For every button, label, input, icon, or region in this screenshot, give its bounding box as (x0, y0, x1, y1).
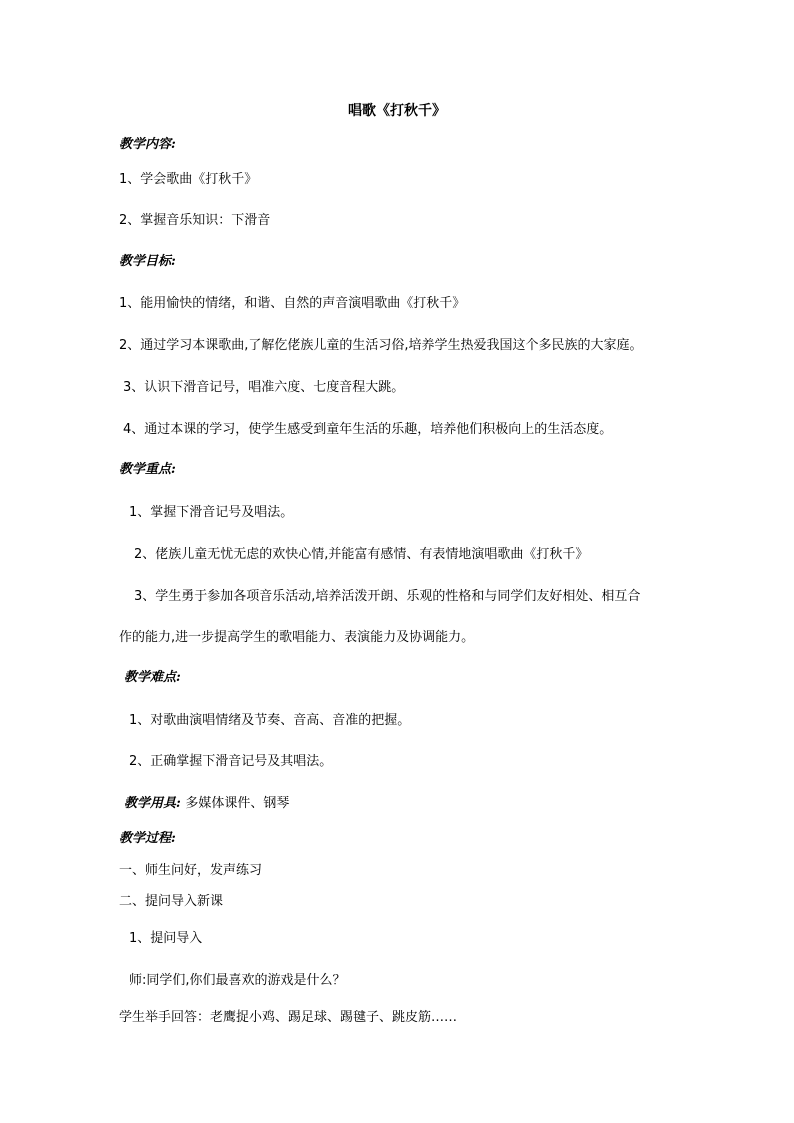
key-point-item: 3、学生勇于参加各项音乐活动,培养活泼开朗、乐观的性格和与同学们友好相处、相互合 (134, 589, 641, 604)
objective-item: 3、认识下滑音记号，唱准六度、七度音程大跳。 (123, 380, 405, 395)
process-item: 师:同学们,你们最喜欢的游戏是什么？ (129, 973, 346, 988)
objective-item: 4、通过本课的学习，使学生感受到童年生活的乐趣，培养他们积极向上的生活态度。 (123, 422, 613, 437)
section-heading-objectives: 教学目标: (119, 254, 176, 269)
tools-value: 多媒体课件、钢琴 (185, 796, 290, 811)
section-heading-process: 教学过程: (119, 831, 176, 846)
objective-item: 1、能用愉快的情绪，和谐、自然的声音演唱歌曲《打秋千》 (119, 296, 466, 311)
content-item: 1、学会歌曲《打秋千》 (119, 172, 258, 187)
tools-line (124, 795, 289, 813)
section-heading-content: 教学内容: (119, 137, 176, 152)
section-heading-key-points: 教学重点: (119, 462, 176, 477)
process-item: 一、师生问好，发声练习 (119, 863, 263, 878)
section-heading-tools: 教学用具: (124, 796, 181, 811)
process-item: 二、提问导入新课 (119, 894, 224, 909)
process-item: 1、提问导入 (129, 931, 203, 946)
objective-item: 2、通过学习本课歌曲,了解仡佬族儿童的生活习俗,培养学生热爱我国这个多民族的大家庭。 (119, 338, 643, 353)
difficulty-item: 2、正确掌握下滑音记号及其唱法。 (129, 754, 333, 769)
key-point-item: 2、佬族儿童无忧无虑的欢快心情,并能富有感情、有表情地演唱歌曲《打秋千》 (134, 547, 589, 562)
content-item: 2、掌握音乐知识：下滑音 (119, 213, 271, 228)
key-point-item: 1、掌握下滑音记号及唱法。 (129, 505, 294, 520)
difficulty-item: 1、对歌曲演唱情绪及节奏、音高、音准的把握。 (129, 713, 411, 728)
process-item: 学生举手回答：老鹰捉小鸡、踢足球、踢毽子、跳皮筋…… (119, 1010, 458, 1025)
document-title: 唱歌《打秋千》 (348, 103, 446, 119)
key-point-item: 作的能力,进一步提高学生的歌唱能力、表演能力及协调能力。 (119, 630, 475, 645)
section-heading-difficulties: 教学难点: (124, 670, 181, 685)
